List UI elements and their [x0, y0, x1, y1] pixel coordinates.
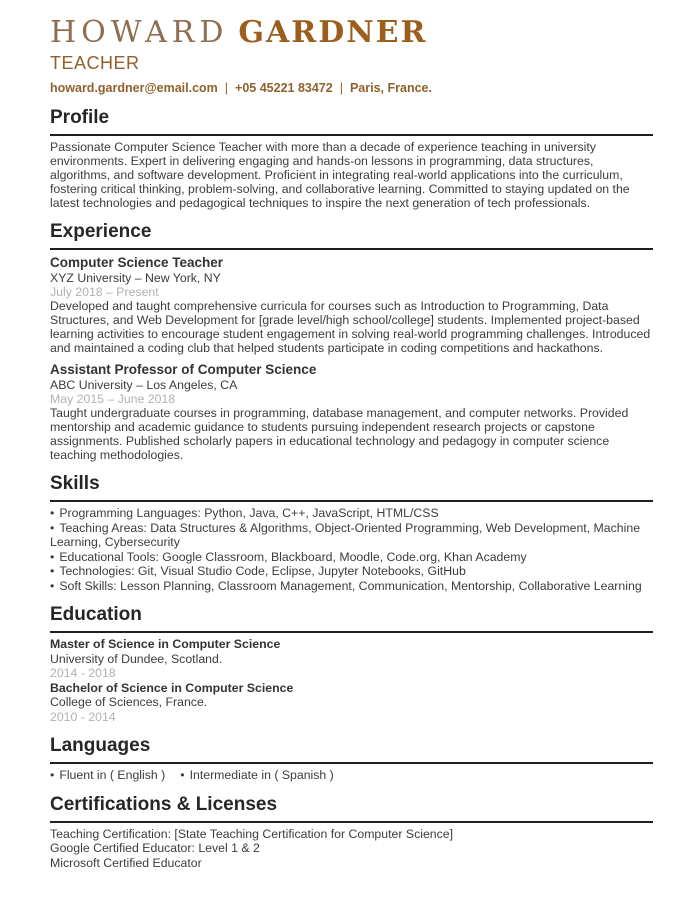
education-dates: 2010 - 2014 — [50, 709, 116, 724]
phone-text: +05 45221 83472 — [235, 81, 333, 95]
section-languages — [50, 735, 653, 783]
job-organization: XYZ University – New York, NY — [50, 271, 221, 285]
skill-item — [50, 564, 653, 579]
certification-item: Google Certified Educator: Level 1 & 2 — [50, 841, 260, 855]
experience-entry — [50, 254, 653, 355]
job-organization: ABC University – Los Angeles, CA — [50, 378, 238, 392]
skill-text: Educational Tools: Google Classroom, Blackboard, Moodle, Code.org, Khan Academy — [59, 549, 527, 564]
skill-item — [50, 550, 653, 565]
language-text: Intermediate in ( Spanish ) — [189, 768, 334, 782]
job-dates: May 2015 – June 2018 — [50, 392, 176, 406]
bullet-glyph: • — [50, 549, 55, 564]
skill-item — [50, 506, 653, 521]
job-description: Developed and taught comprehensive curricula for courses such as Introduction to Programming, Data Structures, and Web Development for [grade level/high school/college] students. Implemented project-based learning activities to encourage student engagement in solving real-world programming challenges. Introduced and maintained a coding club that helped students participate in coding competitions and hackathons. — [50, 299, 651, 355]
language-text: Fluent in ( English ) — [59, 768, 166, 782]
job-title-text: Computer Science Teacher — [50, 255, 224, 270]
candidate-last-name: GARDNER — [238, 15, 428, 50]
skill-text: Soft Skills: Lesson Planning, Classroom Management, Communication, Mentorship, Collaborative Learning — [59, 578, 642, 593]
skill-text: Programming Languages: Python, Java, C++, JavaScript, HTML/CSS — [59, 506, 439, 520]
languages-line — [50, 768, 653, 783]
profile-text: Passionate Computer Science Teacher with more than a decade of experience teaching in university environments. Expert in delivering engaging and hands-on lessons in programming, data structures, algorithms, and software development. Proficient in integrating real-world applications into the curriculum, fostering critical thinking, problem-solving, and collaborative learning. Committed to staying updated on the latest technologies and pedagogical techniques to inspire the next generation of tech professionals. — [50, 140, 630, 210]
skill-text: Teaching Areas: Data Structures & Algorithms, Object-Oriented Programming, Web Development, Machine Learning, Cybersecurity — [50, 520, 641, 549]
candidate-first-name: HOWARD — [50, 15, 229, 50]
education-entry — [50, 681, 653, 725]
certification-item: Teaching Certification: [State Teaching Certification for Computer Science] — [50, 826, 454, 841]
contact-line — [50, 81, 653, 96]
bullet-glyph: • — [180, 768, 185, 782]
bullet-glyph: • — [50, 578, 55, 593]
job-title: TEACHER — [50, 53, 140, 73]
section-education — [50, 604, 653, 724]
degree-title: Bachelor of Science in Computer Science — [50, 680, 294, 695]
job-title-text: Assistant Professor of Computer Science — [50, 362, 317, 377]
location-text: Paris, France. — [349, 81, 432, 95]
skills-heading: Skills — [50, 473, 653, 502]
job-dates: July 2018 – Present — [50, 285, 159, 299]
bullet-glyph: • — [50, 520, 55, 535]
bullet-glyph: • — [50, 768, 55, 782]
profile-heading: Profile — [50, 107, 653, 136]
degree-title: Master of Science in Computer Science — [50, 637, 281, 651]
education-heading: Education — [50, 604, 653, 633]
experience-entry — [50, 361, 653, 462]
candidate-name — [50, 15, 653, 50]
language-item — [180, 768, 334, 782]
email-text: howard.gardner@email.com — [50, 81, 218, 95]
section-experience — [50, 221, 653, 462]
section-skills — [50, 473, 653, 593]
certification-item: Microsoft Certified Educator — [50, 855, 202, 870]
language-item — [50, 768, 165, 782]
languages-heading: Languages — [50, 735, 653, 764]
certifications-heading: Certifications & Licenses — [50, 794, 653, 823]
resume-header — [50, 15, 653, 96]
job-description: Taught undergraduate courses in programming, database management, and computer networks. Provided mentorship and academic guidance to students pursuing independent research projects or capstone assignments. Published scholarly papers in educational technology and pedagogy in computer science teaching methodologies. — [50, 406, 629, 462]
bullet-glyph: • — [50, 506, 55, 520]
school-name: College of Sciences, France. — [50, 695, 208, 709]
contact-separator: | — [339, 81, 343, 95]
skill-text: Technologies: Git, Visual Studio Code, Eclipse, Jupyter Notebooks, GitHub — [59, 564, 466, 578]
education-dates: 2014 - 2018 — [50, 666, 116, 680]
bullet-glyph: • — [50, 564, 55, 578]
skill-item — [50, 521, 653, 550]
experience-heading: Experience — [50, 221, 653, 250]
education-entry — [50, 637, 653, 681]
contact-separator: | — [224, 81, 229, 95]
school-name: University of Dundee, Scotland. — [50, 651, 223, 666]
section-profile — [50, 107, 653, 210]
section-certifications — [50, 794, 653, 871]
skill-item — [50, 579, 653, 594]
